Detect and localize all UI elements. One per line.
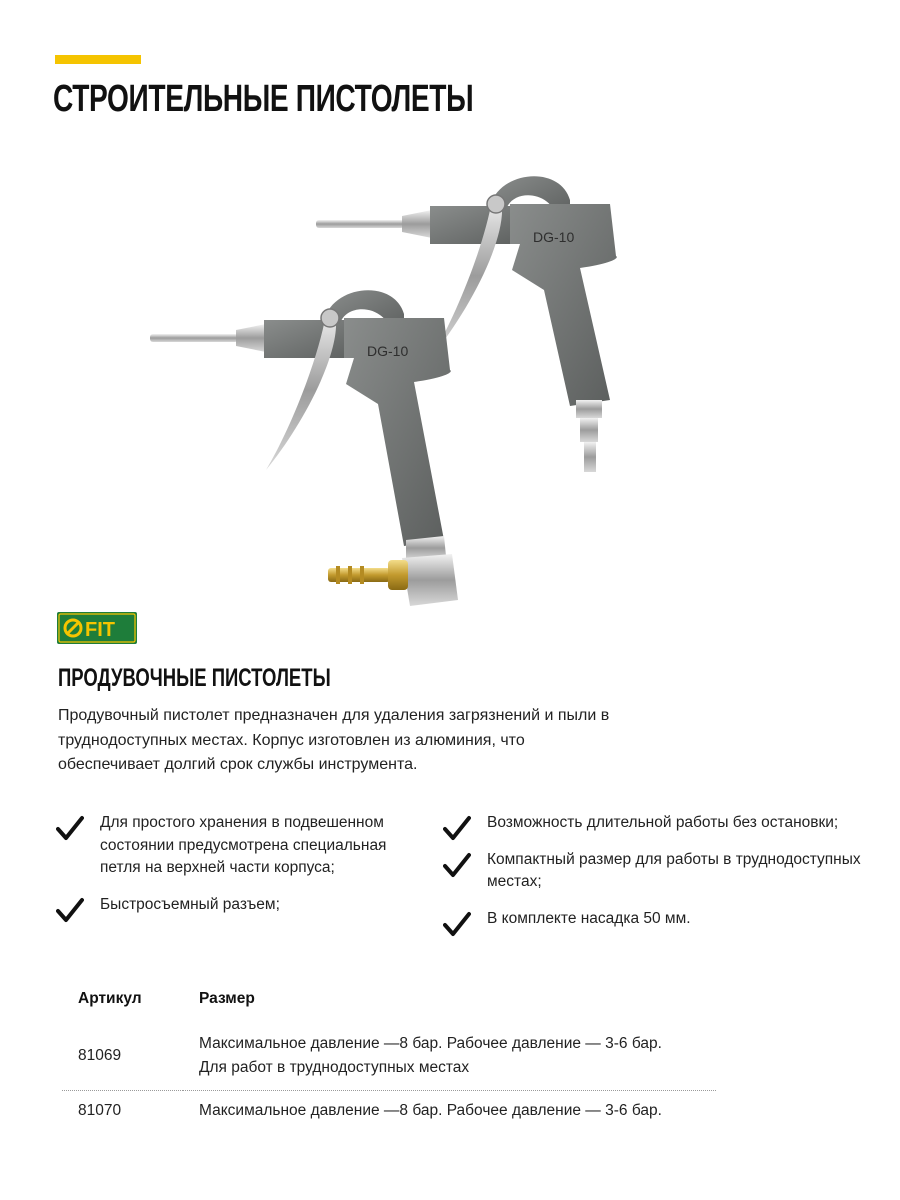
brand-logo — [57, 612, 137, 644]
table-cell-size — [183, 1024, 716, 1091]
table-cell-size — [183, 1091, 716, 1132]
checkmark-icon — [443, 851, 471, 879]
table-header-row — [62, 988, 716, 1024]
front-air-gun — [150, 290, 458, 606]
back-quick-coupler — [580, 418, 598, 442]
features-right — [443, 812, 883, 930]
front-nozzle — [150, 334, 238, 342]
checkmark-icon — [443, 814, 471, 842]
feature-text: В комплекте насадка 50 мм. — [487, 909, 691, 927]
table-row — [62, 1024, 716, 1091]
back-model-label: DG-10 — [533, 229, 575, 245]
feature-item — [443, 812, 883, 835]
brass-fitting — [328, 560, 408, 590]
back-nozzle — [316, 220, 404, 228]
feature-item — [56, 894, 416, 917]
product-description: Продувочный пистолет предназначен для удаления загрязнений и пыли в труднодоступных местах. Корпус изготовлен из алюминия, что обеспечивает долгий срок службы инструмента. — [58, 707, 610, 773]
feature-text: Быстросъемный разъем; — [100, 895, 280, 913]
feature-text: Компактный размер для работы в труднодоступных местах; — [487, 850, 861, 890]
size-line: Максимальное давление —8 бар. Рабочее давление — 3-6 бар. — [199, 1102, 662, 1119]
size-line: Максимальное давление —8 бар. Рабочее давление — 3-6 бар. — [199, 1035, 662, 1052]
checkmark-icon — [56, 814, 84, 842]
features-left — [56, 812, 416, 916]
product-image — [140, 160, 660, 620]
page-title: СТРОИТЕЛЬНЫЕ ПИСТОЛЕТЫ — [53, 78, 474, 120]
svg-text:FIT: FIT — [85, 619, 115, 641]
feature-item — [56, 812, 416, 880]
front-model-label: DG-10 — [367, 343, 409, 359]
checkmark-icon — [56, 896, 84, 924]
table-cell-sku: 81069 — [62, 1024, 183, 1091]
feature-item — [443, 849, 883, 894]
column-header-sku: Артикул — [78, 990, 142, 1007]
table-cell-sku: 81070 — [78, 1102, 122, 1119]
feature-text: Для простого хранения в подвешенном состоянии предусмотрена специальная петля на верхней части корпуса; — [100, 814, 387, 876]
column-header-size: Размер — [199, 990, 255, 1007]
size-line: Для работ в труднодоступных местах — [199, 1059, 470, 1076]
checkmark-icon — [443, 910, 471, 938]
table-row — [62, 1091, 716, 1132]
accent-bar — [55, 55, 141, 64]
section-title: ПРОДУВОЧНЫЕ ПИСТОЛЕТЫ — [58, 664, 331, 692]
spec-table — [62, 988, 716, 1131]
feature-text: Возможность длительной работы без остановки; — [487, 814, 839, 831]
front-quick-coupler — [402, 554, 458, 606]
feature-item — [443, 908, 883, 931]
